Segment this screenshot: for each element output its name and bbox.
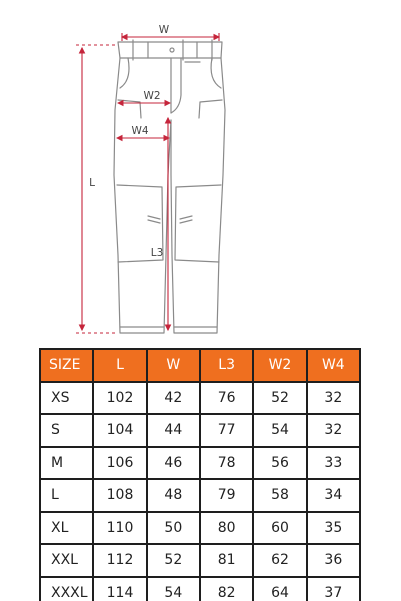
cell-size: M bbox=[40, 447, 93, 480]
cell-l: 106 bbox=[93, 447, 146, 480]
header-w4: W4 bbox=[307, 349, 360, 382]
table-row bbox=[40, 447, 360, 480]
cell-w2: 60 bbox=[253, 512, 306, 545]
cell-size: XS bbox=[40, 382, 93, 415]
cell-l: 110 bbox=[93, 512, 146, 545]
cell-size: L bbox=[40, 479, 93, 512]
cell-l3: 78 bbox=[200, 447, 253, 480]
table-row bbox=[40, 382, 360, 415]
table-row bbox=[40, 544, 360, 577]
cell-l: 104 bbox=[93, 414, 146, 447]
cell-l3: 79 bbox=[200, 479, 253, 512]
cell-w: 46 bbox=[147, 447, 200, 480]
header-size: SIZE bbox=[40, 349, 93, 382]
cell-l: 102 bbox=[93, 382, 146, 415]
label-l: L bbox=[89, 177, 95, 189]
cell-size: XL bbox=[40, 512, 93, 545]
header-l3: L3 bbox=[200, 349, 253, 382]
cell-w: 54 bbox=[147, 577, 200, 601]
header-w: W bbox=[147, 349, 200, 382]
cell-w2: 56 bbox=[253, 447, 306, 480]
cell-w: 52 bbox=[147, 544, 200, 577]
cell-w4: 37 bbox=[307, 577, 360, 601]
label-w2: W2 bbox=[143, 90, 161, 102]
cell-l: 108 bbox=[93, 479, 146, 512]
cell-w4: 33 bbox=[307, 447, 360, 480]
cell-size: XXXL bbox=[40, 577, 93, 601]
cell-w2: 58 bbox=[253, 479, 306, 512]
table-header-row bbox=[40, 349, 360, 382]
cell-w4: 32 bbox=[307, 414, 360, 447]
cell-l3: 76 bbox=[200, 382, 253, 415]
cell-w2: 62 bbox=[253, 544, 306, 577]
header-l: L bbox=[93, 349, 146, 382]
cell-w: 44 bbox=[147, 414, 200, 447]
cell-l3: 82 bbox=[200, 577, 253, 601]
cell-size: S bbox=[40, 414, 93, 447]
trousers-outline bbox=[114, 40, 225, 333]
cell-l3: 77 bbox=[200, 414, 253, 447]
cell-l: 112 bbox=[93, 544, 146, 577]
table-row bbox=[40, 512, 360, 545]
header-w2: W2 bbox=[253, 349, 306, 382]
label-w: W bbox=[158, 24, 170, 36]
size-table bbox=[39, 348, 361, 601]
cell-l3: 81 bbox=[200, 544, 253, 577]
cell-w: 42 bbox=[147, 382, 200, 415]
cell-w: 50 bbox=[147, 512, 200, 545]
cell-size: XXL bbox=[40, 544, 93, 577]
cell-w2: 54 bbox=[253, 414, 306, 447]
table-row bbox=[40, 414, 360, 447]
cell-w4: 34 bbox=[307, 479, 360, 512]
cell-w: 48 bbox=[147, 479, 200, 512]
cell-l: 114 bbox=[93, 577, 146, 601]
dimension-lines bbox=[76, 33, 219, 333]
cell-l3: 80 bbox=[200, 512, 253, 545]
label-w4: W4 bbox=[131, 125, 149, 137]
cell-w2: 52 bbox=[253, 382, 306, 415]
table-row bbox=[40, 577, 360, 601]
table-row bbox=[40, 479, 360, 512]
cell-w4: 32 bbox=[307, 382, 360, 415]
cell-w2: 64 bbox=[253, 577, 306, 601]
right-knee-panel bbox=[175, 185, 221, 262]
cell-w4: 35 bbox=[307, 512, 360, 545]
cell-w4: 36 bbox=[307, 544, 360, 577]
right-leg-outline bbox=[171, 58, 225, 333]
label-l3: L3 bbox=[150, 247, 164, 259]
